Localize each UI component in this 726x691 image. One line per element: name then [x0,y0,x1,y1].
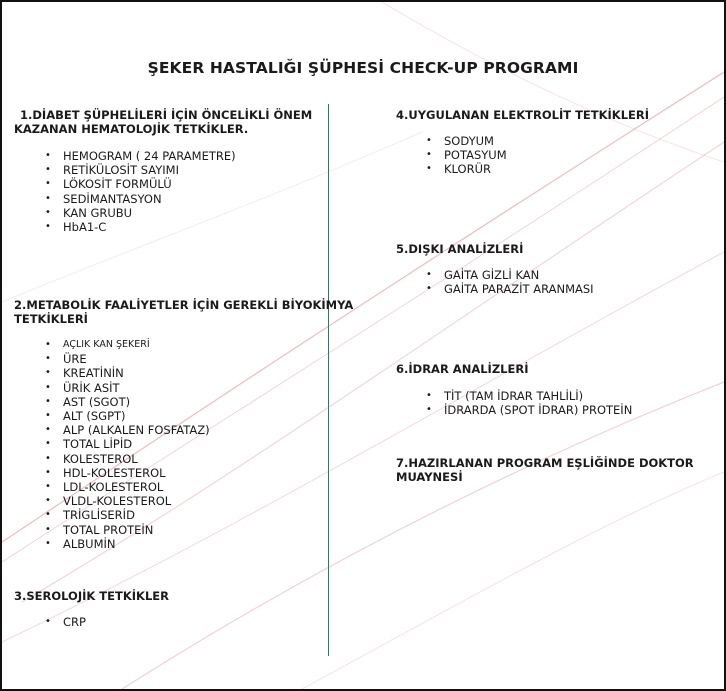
list-item: • SEDİMANTASYON [45,192,236,206]
section-1-heading-line-2: KAZANAN HEMATOLOJİK TETKİKLER. [14,122,249,136]
list-item: • AÇLIK KAN ŞEKERİ [45,338,210,352]
list-item: • HDL-KOLESTEROL [45,466,210,480]
section-2-heading [14,298,353,326]
section-1-heading [14,108,313,136]
list-item: • VLDL-KOLESTEROL [45,494,210,508]
list-item: • SODYUM [426,134,507,148]
section-7-heading-line-1: 7.HAZIRLANAN PROGRAM EŞLİĞİNDE DOKTOR [396,456,694,470]
list-item: • ALT (SGPT) [45,409,210,423]
list-item: • TOTAL PROTEİN [45,523,210,537]
list-item: • HEMOGRAM ( 24 PARAMETRE) [45,149,236,163]
section-2-heading-line-1: 2.METABOLİK FAALİYETLER İÇİN GEREKLİ BİYOKİMYA [14,298,354,312]
list-item: • TRİGLİSERİD [45,508,210,522]
list-item: • ÜRE [45,352,210,366]
section-2-heading-line-2: TETKİKLERİ [14,312,88,326]
section-1-list [45,149,236,234]
list-item: • ALBUMİN [45,537,210,551]
section-4-list [426,134,507,177]
list-item: • GAİTA PARAZİT ARANMASI [426,282,594,296]
list-item: • ALP (ALKALEN FOSFATAZ) [45,423,210,437]
list-item: • KLORÜR [426,162,507,176]
list-item: • ÜRİK ASİT [45,381,210,395]
list-item: • KOLESTEROL [45,452,210,466]
list-item: • LÖKOSİT FORMÜLÜ [45,177,236,191]
list-item: • AST (SGOT) [45,395,210,409]
list-item: • KREATİNİN [45,366,210,380]
section-3-list [45,615,86,629]
page-title: ŞEKER HASTALIĞI ŞÜPHESİ CHECK-UP PROGRAMI [147,59,579,77]
list-item: • CRP [45,615,86,629]
list-item: • LDL-KOLESTEROL [45,480,210,494]
list-item: • İDRARDA (SPOT İDRAR) PROTEİN [426,403,632,417]
section-5-list [426,268,594,296]
section-7-heading-line-2: MUAYNESİ [396,470,463,484]
section-3-heading: 3.SEROLOJİK TETKİKLER [14,589,169,603]
column-divider [328,104,329,656]
list-item: • GAİTA GİZLİ KAN [426,268,594,282]
section-7-heading [396,456,694,484]
section-1-heading-line-1: 1.DİABET ŞÜPHELİLERİ İÇİN ÖNCELİKLİ ÖNEM [20,108,313,122]
section-6-list [426,389,632,417]
list-item: • RETİKÜLOSİT SAYIMI [45,163,236,177]
list-item: • HbA1-C [45,220,236,234]
section-4-heading: 4.UYGULANAN ELEKTROLİT TETKİKLERİ [396,108,650,122]
section-5-heading: 5.DIŞKI ANALİZLERİ [396,242,524,256]
section-2-list [45,338,210,551]
list-item: • KAN GRUBU [45,206,236,220]
list-item: • TİT (TAM İDRAR TAHLİLİ) [426,389,632,403]
list-item: • POTASYUM [426,148,507,162]
section-6-heading: 6.İDRAR ANALİZLERİ [396,362,529,376]
list-item: • TOTAL LİPİD [45,437,210,451]
